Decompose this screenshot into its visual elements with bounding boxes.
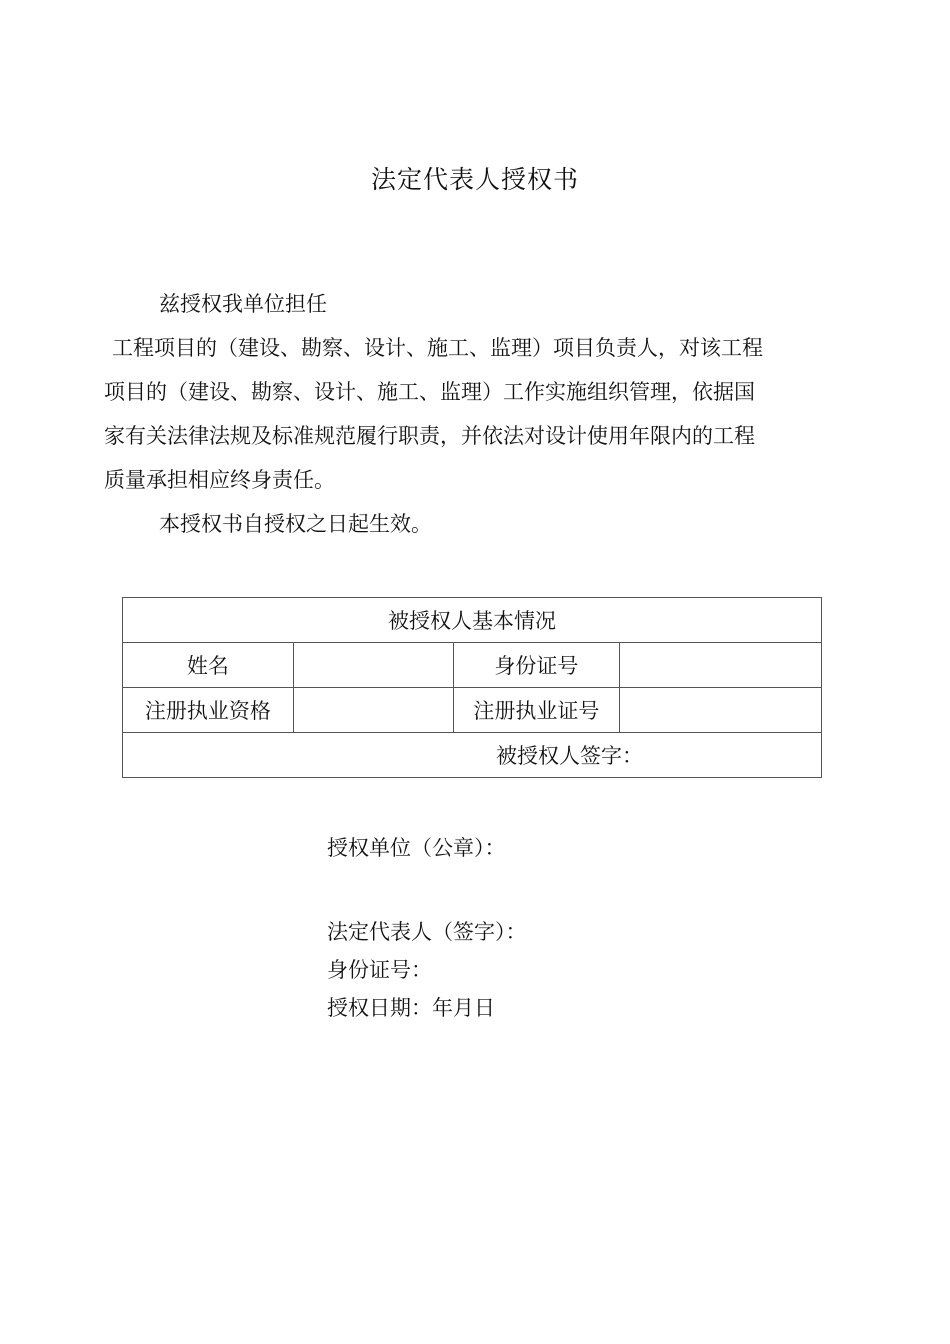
table-row xyxy=(123,733,822,778)
name-value-cell[interactable] xyxy=(293,643,453,688)
table-header: 被授权人基本情况 xyxy=(123,598,822,643)
table-header-row xyxy=(123,598,822,643)
body-line-2: 项目的（建设、勘察、设计、施工、监理）工作实施组织管理，依据国 xyxy=(104,380,755,404)
qualification-value-cell[interactable] xyxy=(293,688,453,733)
certificate-number-label: 注册执业证号 xyxy=(453,688,620,733)
body-paragraph xyxy=(104,326,844,502)
intro-paragraph: 兹授权我单位担任 xyxy=(159,292,327,316)
id-number-label: 身份证号 xyxy=(453,643,620,688)
effective-paragraph: 本授权书自授权之日起生效。 xyxy=(159,512,432,536)
body-line-1: 工程项目的（建设、勘察、设计、施工、监理）项目负责人，对该工程 xyxy=(112,336,763,360)
grantee-info-table xyxy=(122,597,822,778)
table-row xyxy=(123,688,822,733)
table-row xyxy=(123,643,822,688)
legal-rep-signature-line: 法定代表人（签字）： xyxy=(327,920,527,944)
unit-seal-line: 授权单位（公章）： xyxy=(327,836,506,860)
document-title: 法定代表人授权书 xyxy=(370,165,579,194)
grantee-signature-cell[interactable]: 被授权人签字： xyxy=(123,733,822,778)
name-label: 姓名 xyxy=(123,643,294,688)
certificate-number-value-cell[interactable] xyxy=(620,688,822,733)
qualification-label: 注册执业资格 xyxy=(123,688,294,733)
id-number-value-cell[interactable] xyxy=(620,643,822,688)
body-line-3: 家有关法律法规及标准规范履行职责，并依法对设计使用年限内的工程 xyxy=(104,424,755,448)
authorization-date-line: 授权日期：年月日 xyxy=(327,996,495,1020)
id-number-line: 身份证号： xyxy=(327,958,432,982)
body-line-4: 质量承担相应终身责任。 xyxy=(104,468,335,492)
